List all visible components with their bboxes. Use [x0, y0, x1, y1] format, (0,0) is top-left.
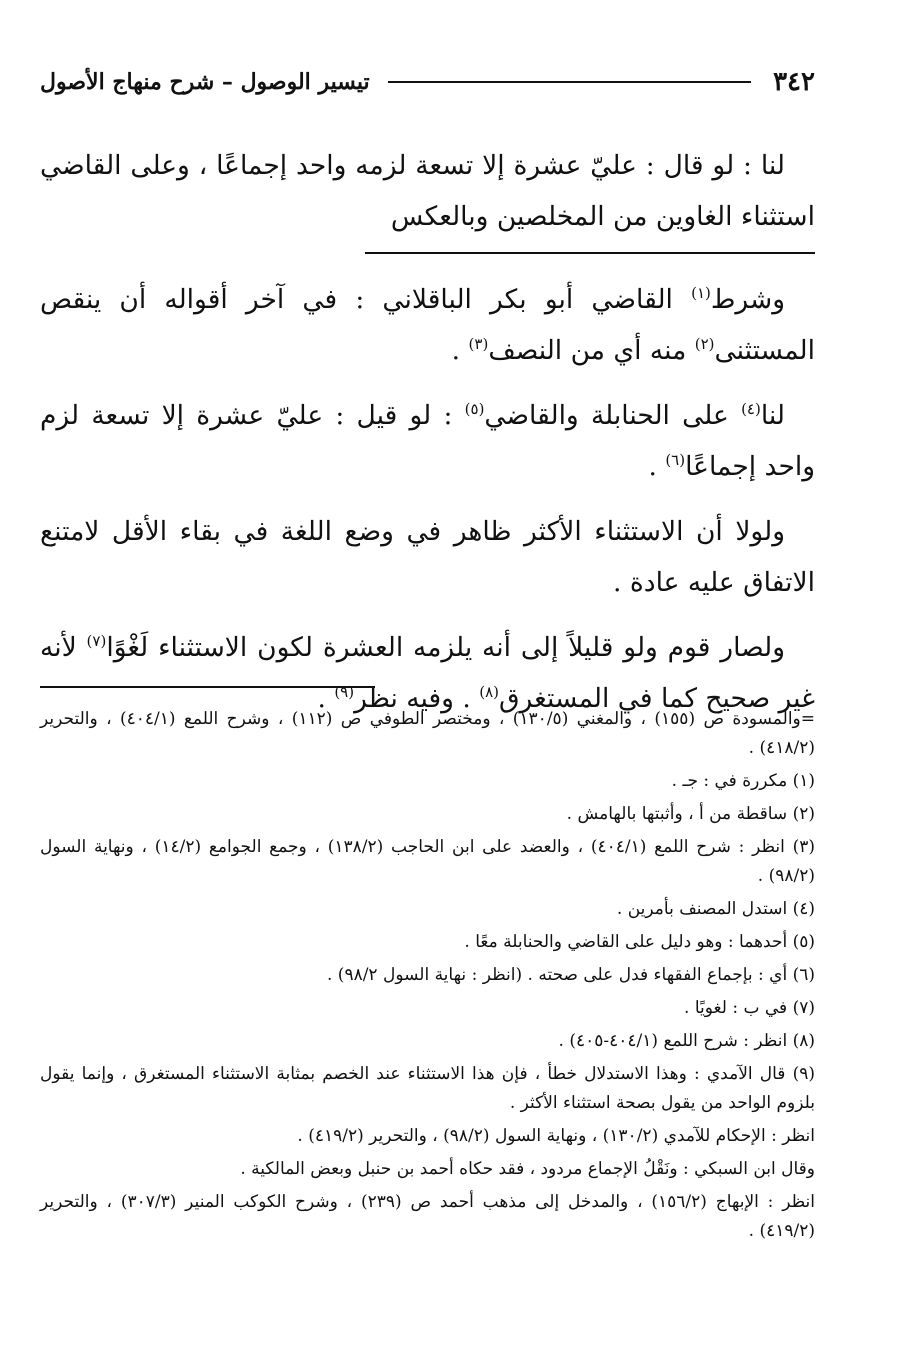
footnote-1: (١) مكررة في : جـ . [671, 771, 815, 791]
footnote-ref-3[interactable]: (٣) [468, 335, 489, 354]
text-run: . [317, 683, 335, 714]
text-run: على الحنابلة والقاضي [484, 400, 742, 431]
footnote-ref-5[interactable]: (٥) [464, 400, 485, 419]
main-text [40, 140, 815, 738]
footnote-8: (٨) انظر : شرح اللمع (٤٠٤/١-٤٠٥) . [558, 1031, 815, 1051]
book-page [40, 40, 815, 1320]
footnote-3: (٣) انظر : شرح اللمع (٤٠٤/١) ، والعضد على ابن الحاجب (١٣٨/٢) ، وجمع الجوامع (١٤/٢) ، ونهاية السول (٩٨/٢) . [40, 837, 816, 886]
footnote-2: (٢) ساقطة من أ ، وأثبتها بالهامش . [566, 804, 815, 824]
text-run: . [648, 451, 666, 482]
text-run: . وفيه نظر [354, 683, 480, 714]
footnote-ref-6[interactable]: (٦) [665, 451, 686, 470]
text-run: وشرط [710, 284, 785, 315]
footnote-5: (٥) أحدهما : وهو دليل على القاضي والحنابلة معًا . [464, 932, 815, 952]
footnote-ref-8[interactable]: (٨) [479, 683, 499, 702]
footnote-9: (٩) قال الآمدي : وهذا الاستدلال خطأ ، فإن هذا الاستثناء عند الخصم بمثابة الاستثناء المستغرق ، وإنما يقول بلزوم الواحد من يقول بصحة استثناء الأكثر . [40, 1064, 815, 1113]
footnote-9-ref-b: انظر : الإبهاج (١٥٦/٢) ، والمدخل إلى مذهب أحمد ص (٢٣٩) ، وشرح الكوكب المنير (٣٠٧/٣) ، والتحرير (٤١٩/٢) . [40, 1192, 816, 1241]
footnote-ref-9[interactable]: (٩) [334, 683, 355, 702]
text-run: . [451, 335, 469, 366]
footnote-continuation: =والمسودة ص (١٥٥) ، والمغني (١٣٠/٥) ، ومختصر الطوفي ص (١١٢) ، وشرح اللمع (٤٠٤/١) ، والتحرير (٤١٨/٢) . [40, 709, 815, 758]
footnote-separator [40, 686, 375, 688]
header-rule [388, 81, 751, 83]
running-header [40, 60, 815, 104]
footnotes [40, 705, 815, 1250]
footnote-ref-7[interactable]: (٧) [86, 632, 107, 651]
footnote-9-ref-a: انظر : الإحكام للآمدي (١٣٠/٢) ، ونهاية السول (٩٨/٢) ، والتحرير (٤١٩/٢) . [297, 1126, 815, 1146]
page-number: ٣٤٢ [773, 67, 815, 97]
footnote-7: (٧) في ب : لغويًا . [684, 998, 815, 1018]
footnote-6: (٦) أي : بإجماع الفقهاء فدل على صحته . (انظر : نهاية السول ٩٨/٢) . [326, 965, 815, 985]
footnote-ref-1[interactable]: (١) [691, 284, 711, 303]
paragraph-underline [365, 252, 815, 254]
text-run: منه أي من النصف [488, 335, 695, 366]
paragraph-4: ولولا أن الاستثناء الأكثر ظاهر في وضع اللغة في بقاء الأقل لامتنع الاتفاق عليه عادة . [40, 516, 815, 598]
footnote-ref-2[interactable]: (٢) [694, 335, 715, 354]
text-run: القاضي أبو بكر الباقلاني : في آخر أقواله أن ينقص المستثنى [40, 284, 815, 366]
footnote-9-quote: وقال ابن السبكي : ونَقْلُ الإجماع مردود ، فقد حكاه أحمد بن حنبل وبعض المالكية . [240, 1159, 815, 1179]
paragraph-1: لنا : لو قال : عليّ عشرة إلا تسعة لزمه واحد إجماعًا ، وعلى القاضي استثناء الغاوين من المخلصين وبالعكس [40, 150, 815, 232]
text-run: : لو قيل : عليّ عشرة إلا تسعة لزم واحد إجماعًا [40, 400, 815, 482]
text-run: لنا [760, 400, 785, 431]
footnote-ref-4[interactable]: (٤) [741, 400, 761, 419]
paragraph-3 [40, 390, 815, 492]
book-title: تيسير الوصول – شرح منهاج الأصول [40, 69, 370, 95]
paragraph-2 [40, 274, 815, 376]
text-run: ولصار قوم ولو قليلاً إلى أنه يلزمه العشرة لكون الاستثناء لَغْوًا [106, 632, 785, 663]
footnote-4: (٤) استدل المصنف بأمرين . [616, 899, 815, 919]
text-run: لأنه غير صحيح كما في المستغرق [40, 632, 815, 714]
